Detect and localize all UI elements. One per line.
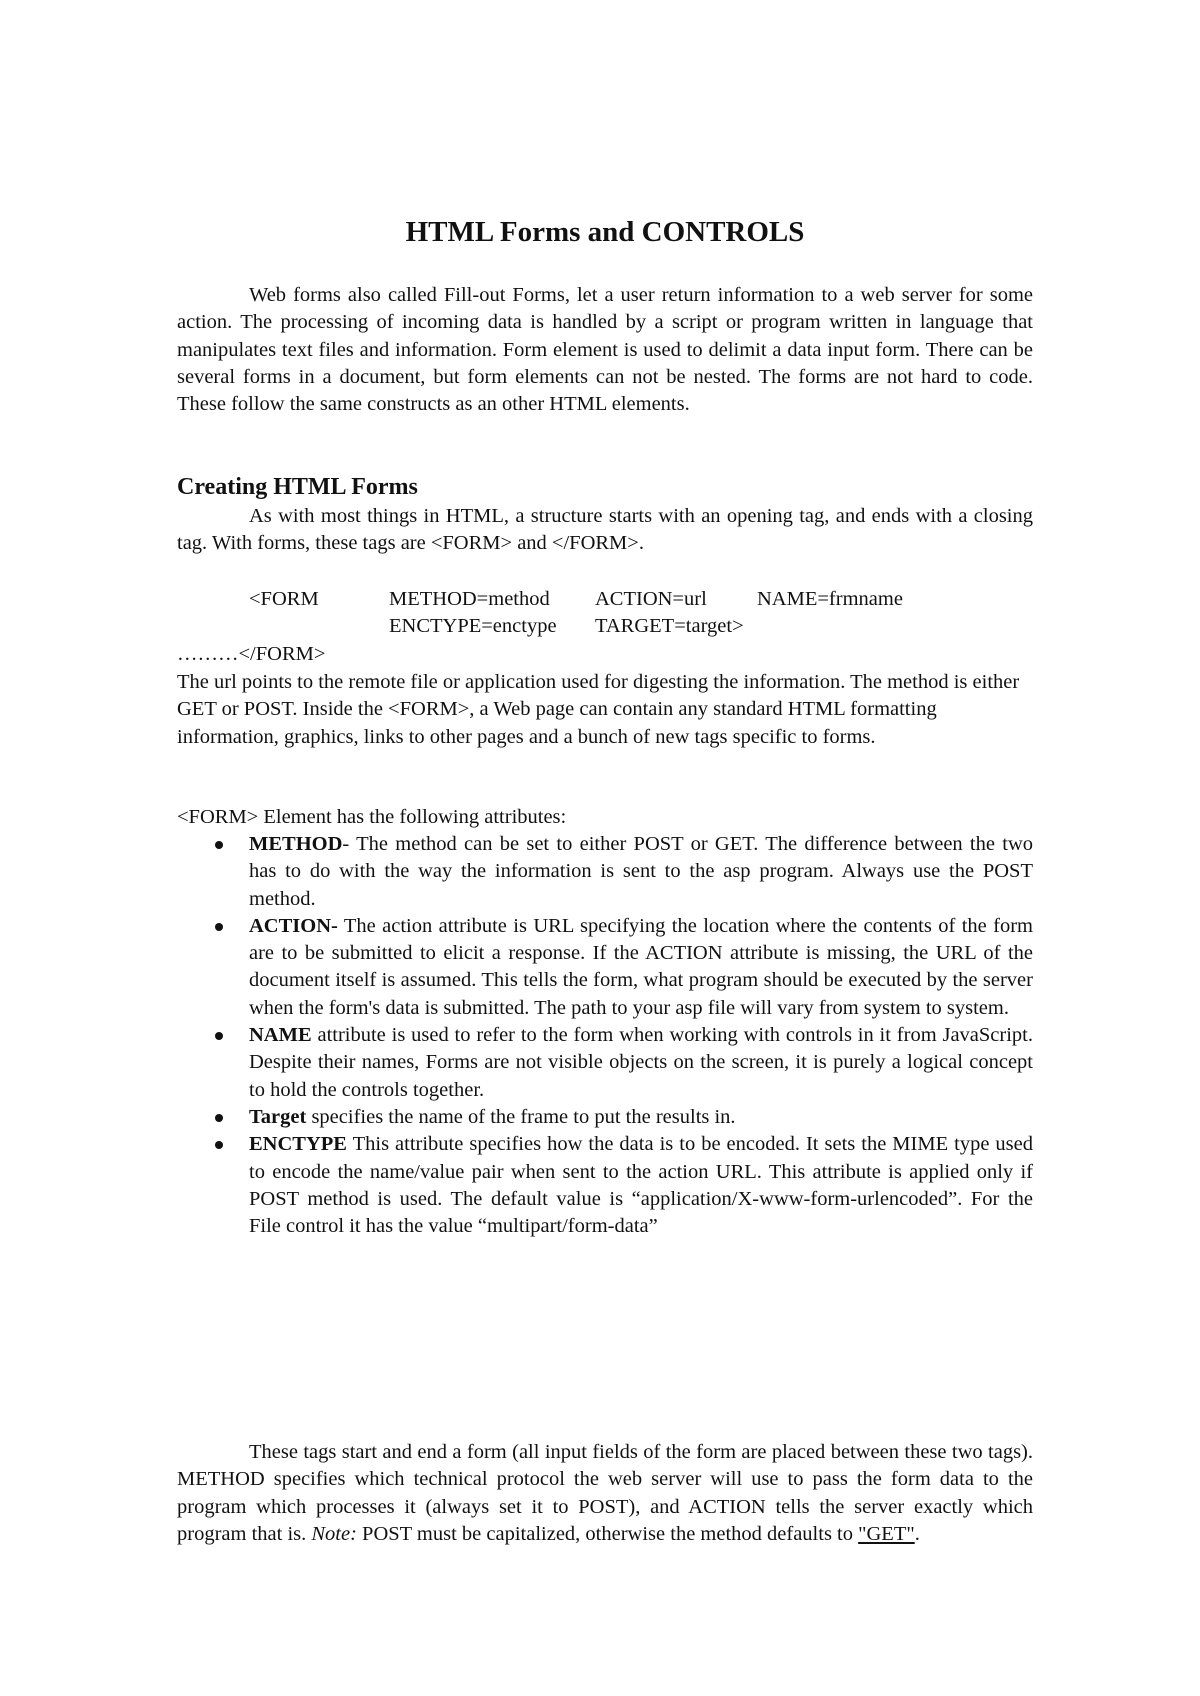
get-link[interactable]: "GET" — [858, 1522, 915, 1545]
attribute-description: This attribute specifies how the data is to be encoded. It sets the MIME type used to encode the name/value pair when sent to the action URL. This attribute is applied only if POST method is used. The default value is “application/X-www-form-urlencoded”. For the File control it has the value “multipart/form-data” — [249, 1133, 1033, 1238]
note-label: Note: — [311, 1522, 357, 1545]
list-item-target — [177, 1104, 1033, 1131]
attribute-description: attribute is used to refer to the form when working with controls in it from JavaScript. Despite their names, Forms are not visible objects on the screen, it is purely a logical concept to hold the controls together. — [249, 1024, 1033, 1101]
bullet-icon — [215, 923, 223, 931]
list-item-action — [177, 913, 1033, 1022]
section-heading-creating-forms: Creating HTML Forms — [177, 474, 418, 500]
syntax-line-3 — [177, 641, 1033, 668]
syntax-name: NAME=frmname — [757, 588, 903, 610]
page-title: HTML Forms and CONTROLS — [405, 216, 805, 248]
note-text: POST must be capitalized, otherwise the method defaults to — [356, 1522, 859, 1545]
syntax-method: METHOD=method — [389, 588, 550, 610]
url-paragraph: The url points to the remote file or application used for digesting the information. The method is either GET or POST. Inside the <FORM>, a Web page can contain any standard HTML formatting information, graphics, links to other pages and a bunch of new tags specific to forms. — [177, 671, 1020, 748]
attribute-term: ENCTYPE — [249, 1133, 347, 1156]
attribute-term: Target — [249, 1105, 307, 1128]
attributes-intro: <FORM> Element has the following attributes: — [177, 806, 567, 828]
attribute-term: ACTION- — [249, 914, 338, 937]
tags-paragraph — [177, 1439, 1033, 1548]
intro-paragraph: Web forms also called Fill-out Forms, let a user return information to a web server for some action. The processing of incoming data is handled by a script or program written in language that manipulates text files and information. Form element is used to delimit a data input form. There can be several forms in a document, but form elements can not be nested. The forms are not hard to code. These follow the same constructs as an other HTML elements. — [177, 284, 1033, 416]
attribute-description: specifies the name of the frame to put the results in. — [306, 1105, 736, 1128]
creating-forms-paragraph: As with most things in HTML, a structure starts with an opening tag, and ends with a closing tag. With forms, these tags are <FORM> and </FORM>. — [177, 505, 1033, 555]
syntax-action: ACTION=url — [595, 588, 707, 610]
attribute-term: METHOD — [249, 833, 343, 855]
form-syntax-block — [177, 586, 1033, 668]
bullet-icon — [215, 1032, 223, 1040]
attributes-list — [177, 831, 1033, 1240]
bullet-icon — [215, 841, 223, 849]
attribute-description: The action attribute is URL specifying the location where the contents of the form are to be submitted to elicit a response. If the ACTION attribute is missing, the URL of the document itself is assumed. This tells the form, what program should be executed by the server when the form's data is submitted. The path to your asp file will vary from system to system. — [249, 914, 1033, 1019]
tags-paragraph-end: . — [914, 1522, 920, 1545]
attribute-term: NAME — [249, 1024, 312, 1047]
bullet-icon — [215, 1141, 223, 1149]
bullet-icon — [215, 1114, 223, 1122]
syntax-line-2 — [177, 613, 1033, 640]
syntax-enctype: ENCTYPE=enctype — [389, 615, 557, 638]
syntax-target: TARGET=target> — [595, 615, 744, 638]
list-item-enctype — [177, 1131, 1033, 1240]
tags-paragraph-text: These tags start and end a form (all input fields of the form are placed between these two tags). METHOD specifies which technical protocol the web server will use to pass the form data to the program which processes it (always set it to POST), and ACTION tells the server exactly which program that is. — [177, 1441, 1033, 1545]
syntax-form-open: <FORM — [249, 588, 319, 610]
syntax-form-close: ………</FORM> — [177, 642, 326, 665]
attribute-description: - The method can be set to either POST or GET. The difference between the two has to do with the way the information is sent to the asp program. Always use the POST method. — [249, 833, 1033, 910]
syntax-line-1 — [177, 586, 1033, 613]
list-item-method — [177, 831, 1033, 913]
list-item-name — [177, 1022, 1033, 1104]
